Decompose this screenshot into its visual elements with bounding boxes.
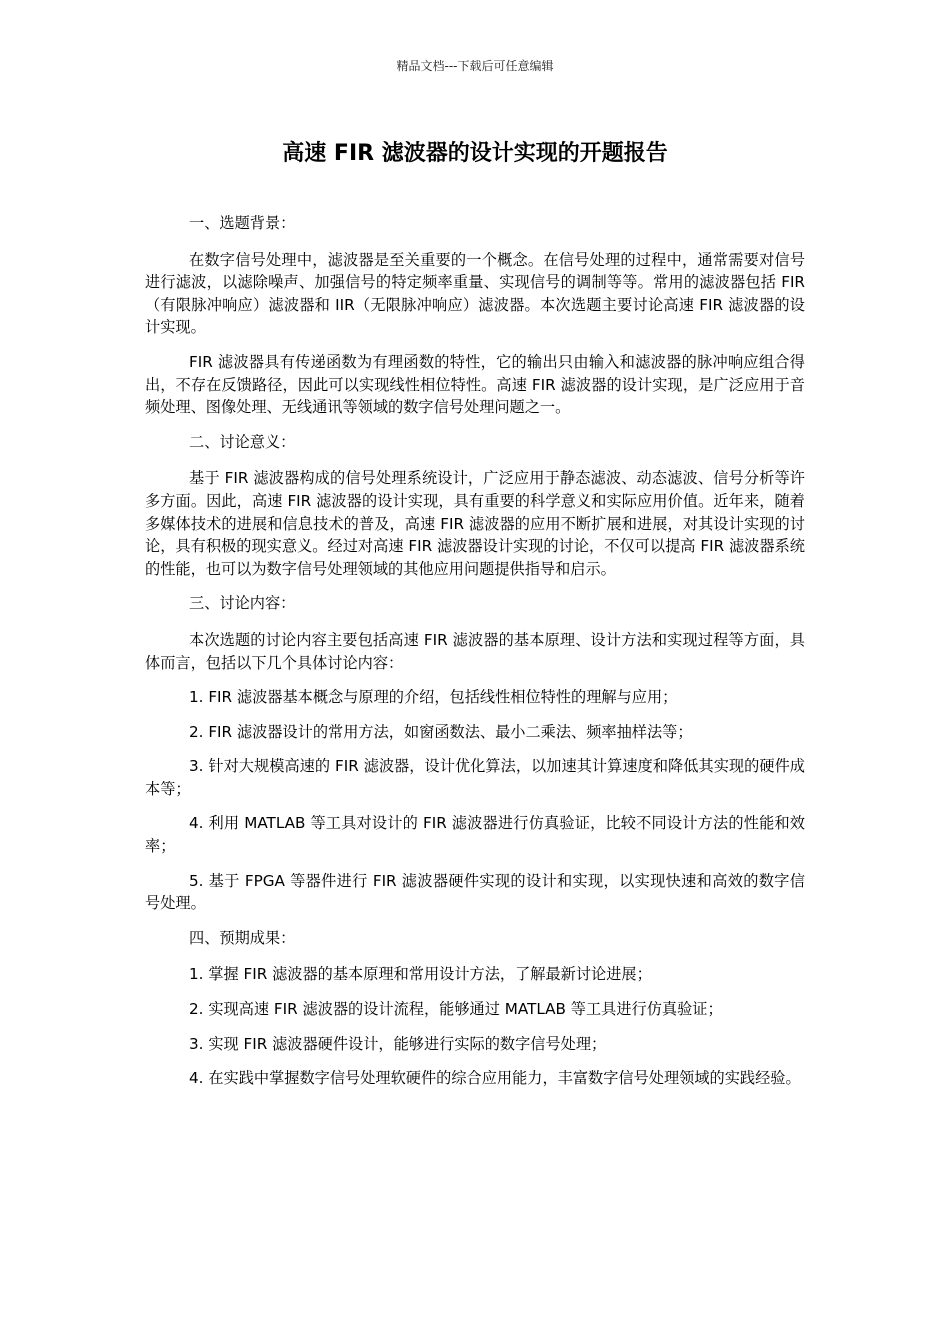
- list-item: 5. 基于 FPGA 等器件进行 FIR 滤波器硬件实现的设计和实现，以实现快速和高效的数字信号处理。: [145, 871, 805, 913]
- paragraph: 本次选题的讨论内容主要包括高速 FIR 滤波器的基本原理、设计方法和实现过程等方面，具体而言，包括以下几个具体讨论内容：: [145, 630, 805, 672]
- paragraph: 基于 FIR 滤波器构成的信号处理系统设计，广泛应用于静态滤波、动态滤波、信号分析等许多方面。因此，高速 FIR 滤波器的设计实现，具有重要的科学意义和实际应用价值。近年来，随着多媒体技术的进展和信息技术的普及，高速 FIR 滤波器的应用不断扩展和进展，对其设计实现的讨论，具有积极的现实意义。经过对高速 FIR 滤波器设计实现的讨论，不仅可以提高 FIR 滤波器系统的性能，也可以为数字信号处理领域的其他应用问题提供指导和启示。: [145, 469, 805, 578]
- document-title: 高速 FIR 滤波器的设计实现的开题报告: [282, 141, 668, 166]
- section-heading-significance: 二、讨论意义：: [189, 432, 296, 451]
- section-heading-content: 三、讨论内容：: [189, 594, 296, 613]
- list-item: 1. FIR 滤波器基本概念与原理的介绍，包括线性相位特性的理解与应用；: [189, 688, 678, 707]
- list-item: 2. 实现高速 FIR 滤波器的设计流程，能够通过 MATLAB 等工具进行仿真验证；: [189, 1000, 723, 1019]
- list-item: 4. 在实践中掌握数字信号处理软硬件的综合应用能力，丰富数字信号处理领域的实践经验。: [189, 1069, 801, 1088]
- list-item: 4. 利用 MATLAB 等工具对设计的 FIR 滤波器进行仿真验证，比较不同设计方法的性能和效率；: [145, 814, 805, 856]
- document-body: [145, 212, 805, 1102]
- paragraph: FIR 滤波器具有传递函数为有理函数的特性，它的输出只由输入和滤波器的脉冲响应组合得出，不存在反馈路径，因此可以实现线性相位特性。高速 FIR 滤波器的设计实现，是广泛应用于音频处理、图像处理、无线通讯等领域的数字信号处理问题之一。: [145, 352, 805, 417]
- page-header: 精品文档---下载后可任意编辑: [396, 59, 554, 73]
- list-item: 1. 掌握 FIR 滤波器的基本原理和常用设计方法，了解最新讨论进展；: [189, 965, 652, 984]
- list-item: 3. 针对大规模高速的 FIR 滤波器，设计优化算法，以加速其计算速度和降低其实现的硬件成本等；: [145, 757, 805, 798]
- list-item: 2. FIR 滤波器设计的常用方法，如窗函数法、最小二乘法、频率抽样法等；: [189, 722, 693, 741]
- list-item: 3. 实现 FIR 滤波器硬件设计，能够进行实际的数字信号处理；: [189, 1034, 607, 1053]
- section-heading-outcomes: 四、预期成果：: [189, 928, 296, 947]
- section-heading-background: 一、选题背景：: [189, 214, 296, 232]
- paragraph: 在数字信号处理中，滤波器是至关重要的一个概念。在信号处理的过程中，通常需要对信号进行滤波，以滤除噪声、加强信号的特定频率重量、实现信号的调制等等。常用的滤波器包括 FIR（有限脉冲响应）滤波器和 IIR（无限脉冲响应）滤波器。本次选题主要讨论高速 FIR 滤波器的设计实现。: [145, 250, 805, 337]
